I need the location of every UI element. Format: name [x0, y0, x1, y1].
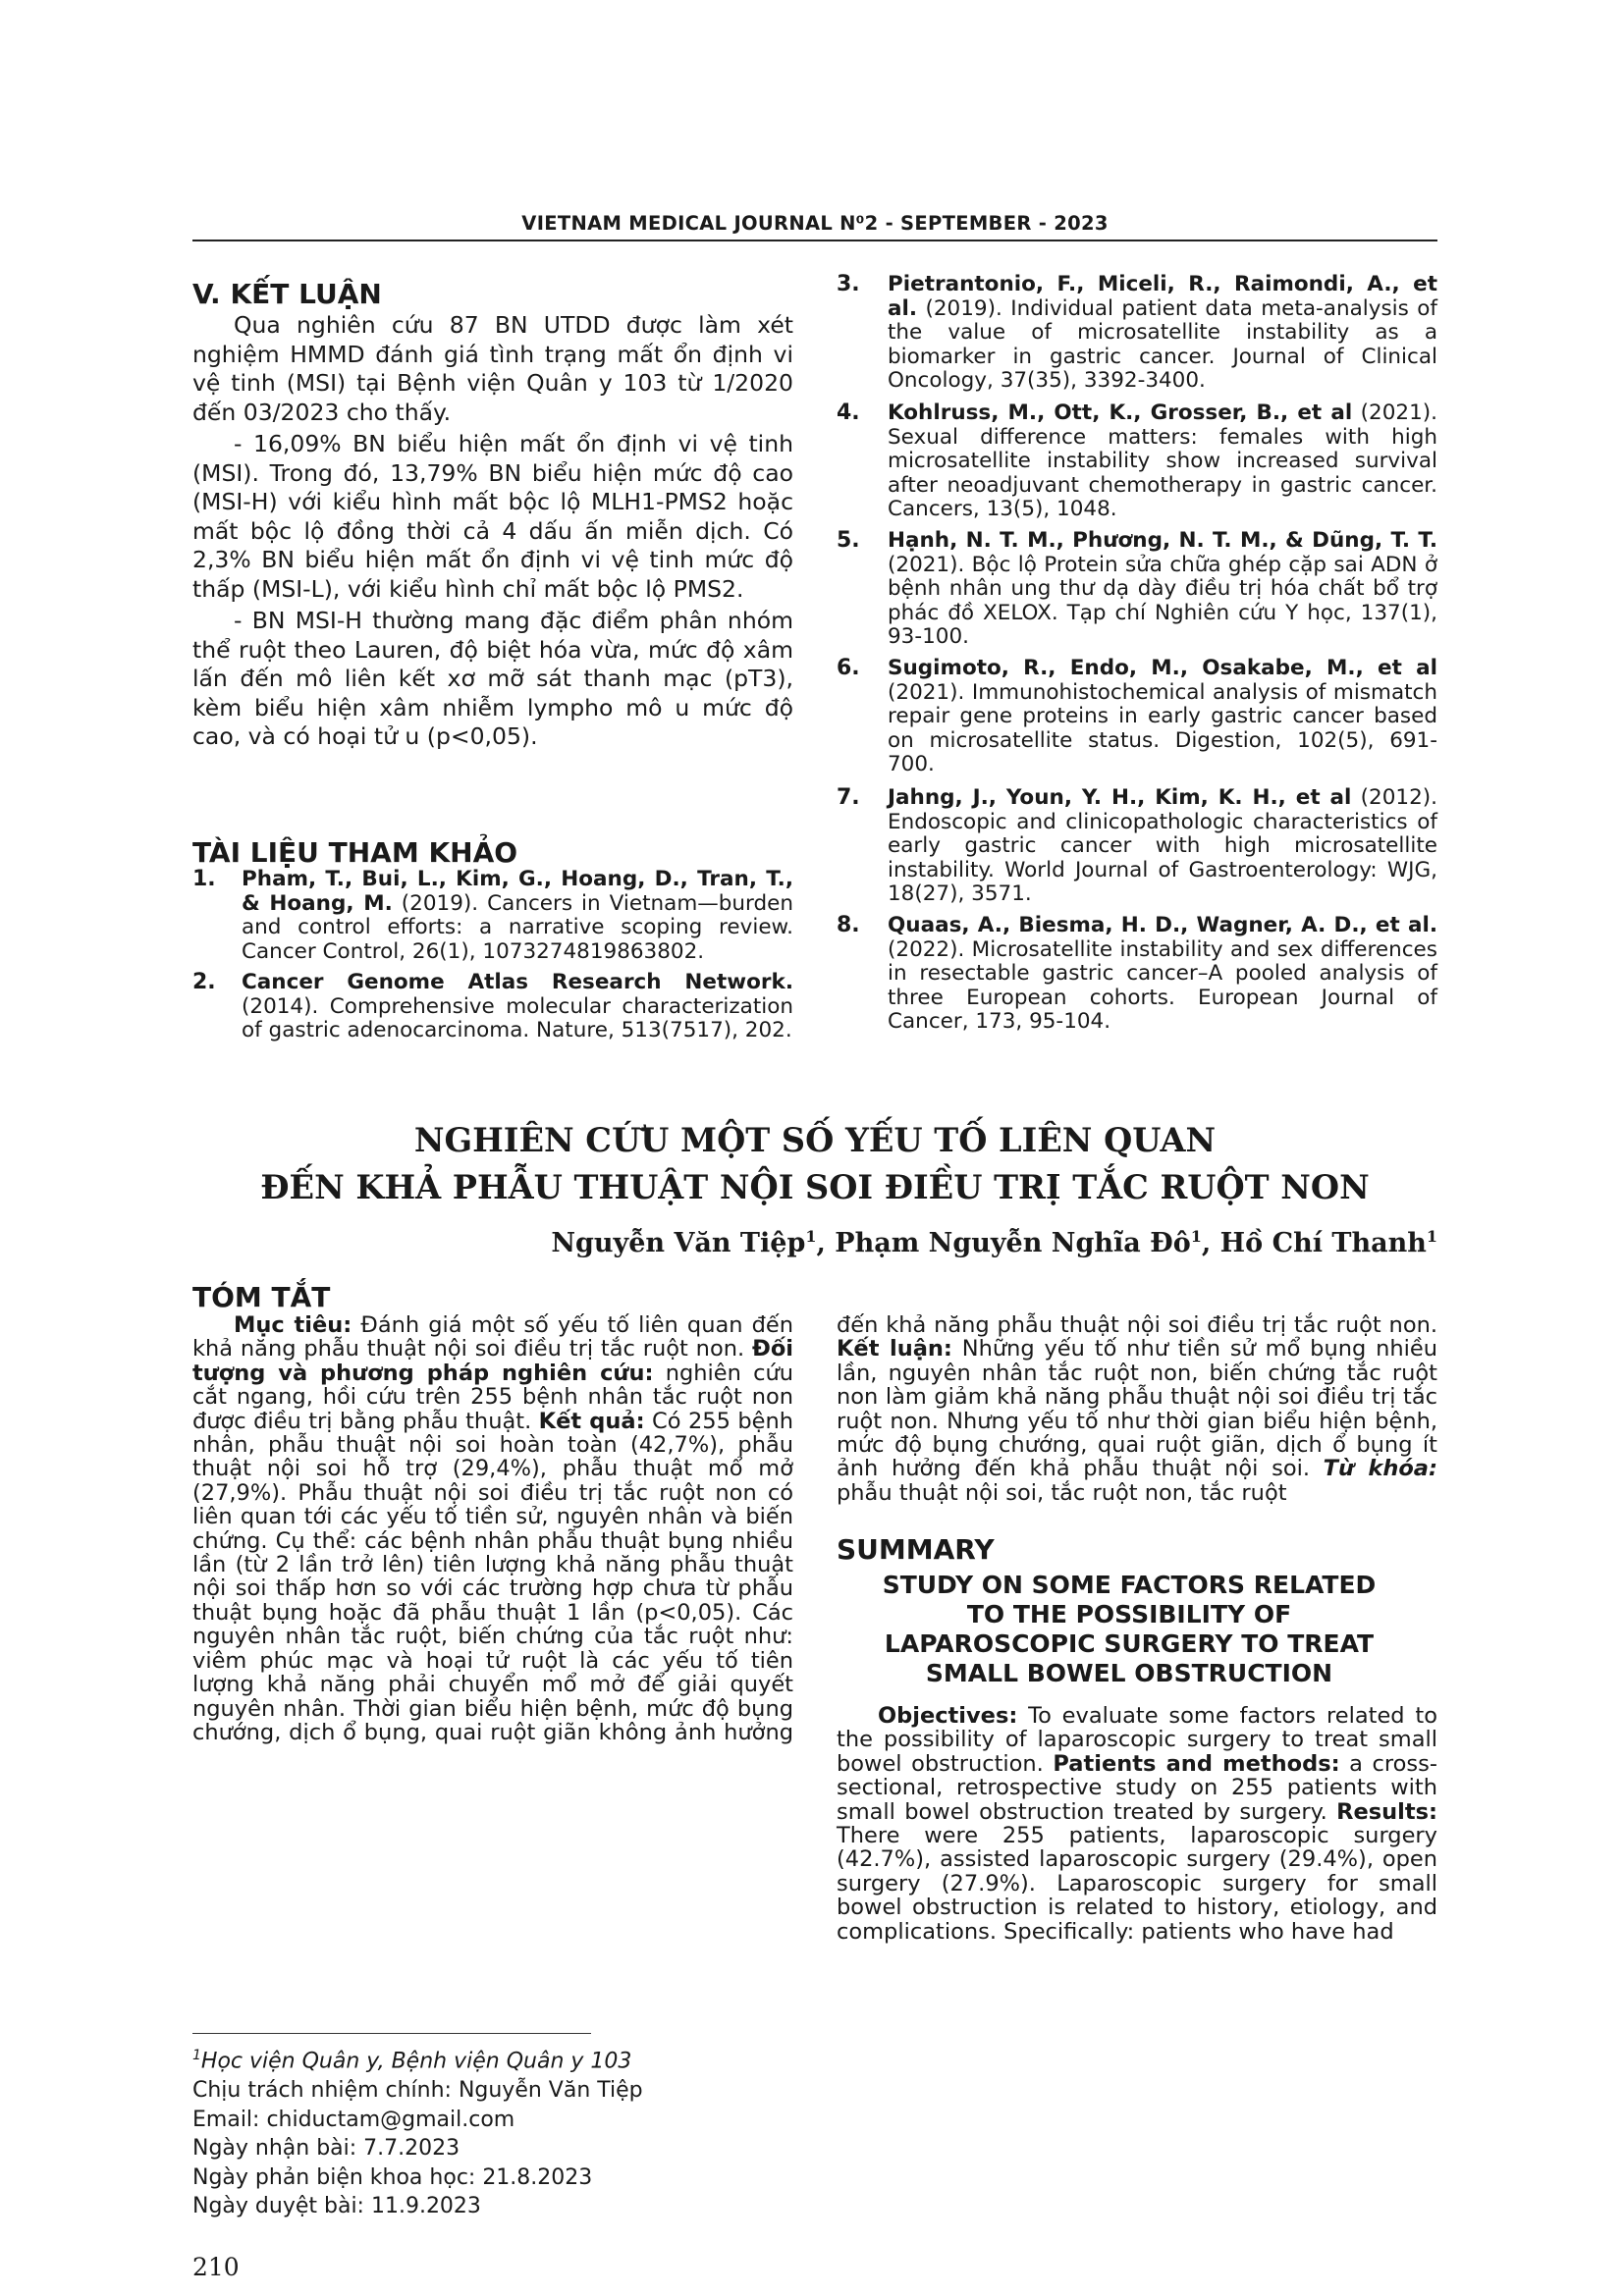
keywords-label: Từ khóa: [1323, 1456, 1437, 1482]
reference-number: 7. [837, 785, 860, 810]
reference-details: (2022). Microsatellite instability and sex differences in resectable gastric cancer–A pooled analysis of three European cohorts. European Journal of Cancer, 173, 95-104. [888, 936, 1437, 1034]
reference-authors: Pietrantonio, F., Miceli, R., Raimondi, A., et al. [888, 272, 1437, 321]
objectives-label: Objectives: [878, 1703, 1018, 1729]
conclusion-text: Những yếu tố như tiền sử mổ bụng nhiều lần, nguyên nhân tắc ruột non, biến chứng tắc ruột non làm giảm khả năng phẫu thuật nội soi điều trị tắc ruột non. Nhưng yếu tố như thời gian biểu hiện bệnh, mức độ bụng chướng, quai ruột giãn, dịch ổ bụng ít ảnh hưởng đến khả phẫu thuật nội soi. [837, 1336, 1437, 1482]
article-title-line-1: NGHIÊN CỨU MỘT SỐ YẾU TỐ LIÊN QUAN [413, 1121, 1217, 1159]
patients-methods-text: a cross-sectional, retrospective study on 255 patients with small bowel obstruction treated by surgery. [837, 1750, 1437, 1825]
reference-number: 4. [837, 400, 860, 425]
reference-item [888, 273, 1437, 394]
conclusion-paragraph-3: - BN MSI-H thường mang đặc điểm phân nhóm thể ruột theo Lauren, độ biệt hóa vừa, mức độ xâm lấn đến mô liên kết xơ mỡ sát thanh mạc (pT3), kèm biểu hiện xâm nhiễm lympho mô u mức độ cao, và có hoại tử u (p<0,05). [192, 607, 793, 750]
reference-number: 6. [837, 656, 860, 680]
summary-title: STUDY ON SOME FACTORS RELATED TO THE POSSIBILITY OF LAPAROSCOPIC SURGERY TO TREAT SMALL BOWEL OBSTRUCTION [882, 1571, 1377, 1687]
page-number: 210 [192, 2253, 240, 2281]
results-text-en: There were 255 patients, laparoscopic surgery (42.7%), assisted laparoscopic surgery (29.4%), open surgery (27.9%). Laparoscopic surgery for small bowel obstruction is related to history, etiology, and complications. Specifically: patients who have had [837, 1823, 1437, 1945]
author-affiliation: 1 [1426, 1227, 1437, 1246]
conclusion-heading: V. KẾT LUẬN [192, 278, 382, 310]
author-affiliation: 1 [1190, 1227, 1202, 1246]
objective-text: Đánh giá một số yếu tố liên quan đến khả năng phẫu thuật nội soi điều trị tắc ruột non. [192, 1312, 794, 1362]
methods-label: Đối tượng và phương pháp nghiên cứu: [192, 1336, 793, 1386]
reference-item [888, 914, 1437, 1035]
footnote-accepted: Ngày duyệt bài: 11.9.2023 [192, 2194, 481, 2219]
conclusion-label: Kết luận: [837, 1336, 952, 1362]
author-name: Phạm Nguyễn Nghĩa Đô [835, 1228, 1191, 1258]
author-separator: , [816, 1228, 836, 1258]
reference-number: 2. [192, 970, 216, 994]
author-name: Hồ Chí Thanh [1219, 1228, 1427, 1258]
footnote-reviewed: Ngày phản biện khoa học: 21.8.2023 [192, 2164, 593, 2190]
summary-body [837, 1704, 1437, 1944]
results-text: Có 255 bệnh nhân, phẫu thuật nội soi hoàn toàn (42,7%), phẫu thuật nội soi hỗ trợ (29,4%), phẫu thuật mổ mở (27,9%). Phẫu thuật nội soi điều trị tắc ruột non có liên quan tới các yếu tố tiền sử, nguyên nhân và biến chứng. Cụ thể: các bệnh nhân phẫu thuật bụng nhiều lần (từ 2 lần trở lên) tiên lượng khả năng phẫu thuật nội soi thấp hơn so với các trường hợp chưa từ phẫu thuật bụng hoặc đã phẫu thuật 1 lần (p<0,05). Các nguyên nhân tắc ruột, biến chứng của tắc ruột như: viêm phúc mạc và hoại tử ruột là các yếu tố tiên lượng khả năng phải chuyển mổ mở để giải quyết nguyên nhân. Thời gian biểu hiện bệnh, mức độ bụng chướng, dịch ổ bụng, quai ruột giãn không ảnh hưởng đến khả năng phẫu thuật nội soi điều trị tắc ruột non. [192, 1312, 1437, 1745]
header-rule [192, 240, 1437, 241]
article-title-line-2: ĐẾN KHẢ PHẪU THUẬT NỘI SOI ĐIỀU TRỊ TẮC RUỘT NON [260, 1168, 1370, 1206]
reference-details: (2021). Bộc lộ Protein sửa chữa ghép cặp sai ADN ở bệnh nhân ung thư dạ dày điều trị hóa chất bổ trợ phác đồ XELOX. Tạp chí Nghiên cứu Y học, 137(1), 93-100. [888, 552, 1437, 649]
reference-authors: Kohlruss, M., Ott, K., Grosser, B., et al [888, 400, 1353, 425]
reference-authors: Pham, T., Bui, L., Kim, G., Hoang, D., Tran, T., & Hoang, M. [242, 867, 793, 916]
patients-methods-label: Patients and methods: [1053, 1750, 1340, 1777]
reference-number: 5. [837, 528, 860, 553]
summary-text [837, 1704, 1437, 1944]
reference-item [888, 529, 1437, 650]
references-heading: TÀI LIỆU THAM KHẢO [192, 836, 518, 869]
results-label-en: Results: [1336, 1798, 1437, 1825]
footnote-rule [192, 2033, 591, 2034]
reference-authors: Quaas, A., Biesma, H. D., Wagner, A. D., et al. [888, 913, 1437, 937]
reference-authors: Hạnh, N. T. M., Phương, N. T. M., & Dũng, T. T. [888, 528, 1437, 553]
methods-text: nghiên cứu cắt ngang, hồi cứu trên 255 bệnh nhân tắc ruột non được điều trị bằng phẫu thuật. [192, 1360, 793, 1434]
summary-heading: SUMMARY [837, 1533, 995, 1566]
author-name: Nguyễn Văn Tiệp [551, 1228, 806, 1258]
footnote-received: Ngày nhận bài: 7.7.2023 [192, 2136, 460, 2162]
author-separator: , [1201, 1228, 1220, 1258]
reference-item [242, 868, 793, 964]
reference-details: (2019). Cancers in Vietnam—burden and control efforts: a narrative scoping review. Cancer Control, 26(1), 1073274819863802. [242, 890, 794, 964]
footnote-mark: 1 [192, 2048, 201, 2063]
conclusion-paragraph-1: Qua nghiên cứu 87 BN UTDD được làm xét nghiệm HMMD đánh giá tình trạng mất ổn định vi vệ tinh (MSI) tại Bệnh viện Quân y 103 từ 1/2020 đến 03/2023 cho thấy. [192, 311, 793, 426]
reference-number: 3. [837, 272, 860, 296]
footnote-affiliation [192, 2042, 793, 2076]
objectives-text: To evaluate some factors related to the possibility of laparoscopic surgery to treat small bowel obstruction. [837, 1703, 1437, 1777]
reference-number: 1. [192, 867, 216, 891]
reference-item [888, 786, 1437, 907]
footnote [192, 2042, 793, 2221]
objective-label: Mục tiêu: [234, 1312, 352, 1338]
affiliation-text: Học viện Quân y, Bệnh viện Quân y 103 [200, 2049, 632, 2074]
reference-item [242, 971, 793, 1043]
conclusion-body [192, 311, 793, 752]
reference-item [888, 657, 1437, 777]
abstract-heading: TÓM TẮT [192, 1281, 331, 1313]
reference-details: (2014). Comprehensive molecular characterization of gastric adenocarcinoma. Nature, 513(7517), 202. [242, 993, 793, 1042]
author-affiliation: 1 [805, 1227, 817, 1246]
reference-details: (2012). Endoscopic and clinicopathologic characteristics of early gastric cancer with high microsatellite instability. World Journal of Gastroenterology: WJG, 18(27), 3571. [888, 785, 1437, 906]
keywords-text: phẫu thuật nội soi, tắc ruột non, tắc ruột [837, 1479, 1287, 1506]
results-label: Kết quả: [538, 1408, 645, 1434]
footnote-responsible: Chịu trách nhiệm chính: Nguyễn Văn Tiệp [192, 2077, 643, 2103]
conclusion-paragraph-2: - 16,09% BN biểu hiện mất ổn định vi vệ tinh (MSI). Trong đó, 13,79% BN biểu hiện mức độ cao (MSI-H) với kiểu hình mất bộc lộ MLH1-PMS2 hoặc mất bộc lộ đồng thời cả 4 dấu ấn miễn dịch. Có 2,3% BN biểu hiện mất ổn định vi vệ tinh mức độ thấp (MSI-L), với kiểu hình chỉ mất bộc lộ PMS2. [192, 430, 793, 603]
footnote-email: Email: chiductam@gmail.com [192, 2107, 515, 2132]
author-list [551, 1227, 1437, 1258]
reference-details: (2021). Immunohistochemical analysis of mismatch repair gene proteins in early gastric cancer based on microsatellite status. Digestion, 102(5), 691-700. [888, 679, 1437, 776]
reference-item [888, 401, 1437, 522]
reference-authors: Cancer Genome Atlas Research Network. [242, 970, 793, 994]
reference-authors: Sugimoto, R., Endo, M., Osakabe, M., et al [888, 656, 1437, 680]
reference-details: (2021). Sexual difference matters: females with high microsatellite instability show increased survival after neoadjuvant chemotherapy in gastric cancer. Cancers, 13(5), 1048. [888, 400, 1437, 521]
reference-number: 8. [837, 913, 860, 937]
journal-header: VIETNAM MEDICAL JOURNAL N⁰2 - SEPTEMBER - 2023 [521, 212, 1109, 235]
reference-details: (2019). Individual patient data meta-analysis of the value of microsatellite instability as a biomarker in gastric cancer. Journal of Clinical Oncology, 37(35), 3392-3400. [888, 295, 1437, 393]
reference-authors: Jahng, J., Youn, Y. H., Kim, K. H., et al [888, 785, 1352, 810]
